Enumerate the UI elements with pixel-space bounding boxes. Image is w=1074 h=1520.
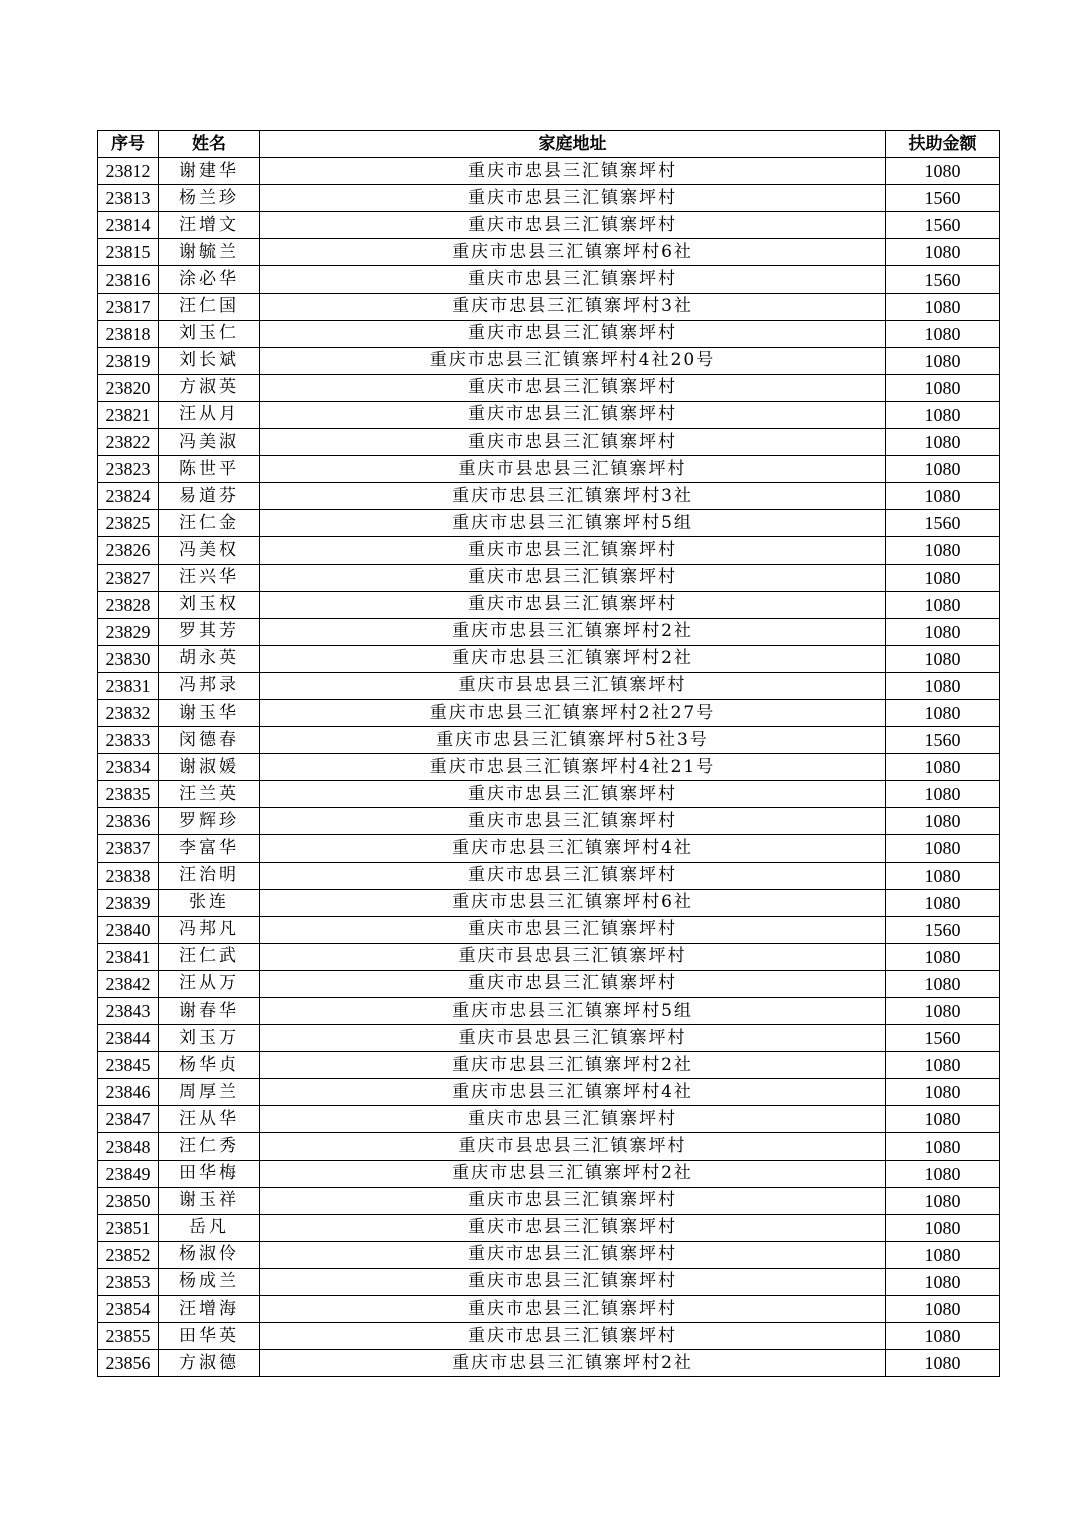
serial-number-cell: 23838	[98, 862, 159, 889]
table-row	[98, 456, 1000, 483]
name-cell: 汪兴华	[159, 564, 260, 591]
amount-cell: 1080	[886, 1052, 1000, 1079]
serial-number-cell: 23835	[98, 781, 159, 808]
address-cell: 重庆市忠县三汇镇寨坪村	[260, 1268, 886, 1295]
address-cell: 重庆市忠县三汇镇寨坪村	[260, 916, 886, 943]
amount-cell: 1080	[886, 537, 1000, 564]
address-cell: 重庆市县忠县三汇镇寨坪村	[260, 943, 886, 970]
header-row	[98, 131, 1000, 158]
name-cell: 田华英	[159, 1323, 260, 1350]
table-row	[98, 645, 1000, 672]
table-row	[98, 1160, 1000, 1187]
table-row	[98, 483, 1000, 510]
table-row	[98, 239, 1000, 266]
amount-cell: 1080	[886, 1187, 1000, 1214]
amount-cell: 1080	[886, 1268, 1000, 1295]
amount-cell: 1080	[886, 483, 1000, 510]
amount-cell: 1080	[886, 672, 1000, 699]
address-cell: 重庆市忠县三汇镇寨坪村5组	[260, 510, 886, 537]
amount-cell: 1080	[886, 374, 1000, 401]
serial-number-cell: 23820	[98, 374, 159, 401]
header-home-address: 家庭地址	[260, 131, 886, 158]
serial-number-cell: 23812	[98, 158, 159, 185]
table-row	[98, 835, 1000, 862]
address-cell: 重庆市忠县三汇镇寨坪村	[260, 1187, 886, 1214]
address-cell: 重庆市忠县三汇镇寨坪村	[260, 537, 886, 564]
name-cell: 谢春华	[159, 998, 260, 1025]
serial-number-cell: 23830	[98, 645, 159, 672]
amount-cell: 1080	[886, 158, 1000, 185]
name-cell: 汪兰英	[159, 781, 260, 808]
amount-cell: 1080	[886, 347, 1000, 374]
name-cell: 刘玉权	[159, 591, 260, 618]
serial-number-cell: 23817	[98, 293, 159, 320]
address-cell: 重庆市县忠县三汇镇寨坪村	[260, 456, 886, 483]
table-row	[98, 158, 1000, 185]
name-cell: 杨成兰	[159, 1268, 260, 1295]
table-row	[98, 970, 1000, 997]
address-cell: 重庆市忠县三汇镇寨坪村	[260, 212, 886, 239]
serial-number-cell: 23833	[98, 727, 159, 754]
subsidy-table	[97, 130, 1000, 1377]
address-cell: 重庆市县忠县三汇镇寨坪村	[260, 672, 886, 699]
serial-number-cell: 23844	[98, 1025, 159, 1052]
header-subsidy-amount: 扶助金额	[886, 131, 1000, 158]
serial-number-cell: 23831	[98, 672, 159, 699]
serial-number-cell: 23843	[98, 998, 159, 1025]
table-row	[98, 1323, 1000, 1350]
amount-cell: 1080	[886, 754, 1000, 781]
serial-number-cell: 23822	[98, 429, 159, 456]
serial-number-cell: 23846	[98, 1079, 159, 1106]
table-row	[98, 1133, 1000, 1160]
table-row	[98, 862, 1000, 889]
name-cell: 刘玉万	[159, 1025, 260, 1052]
table-body	[98, 158, 1000, 1377]
amount-cell: 1080	[886, 293, 1000, 320]
table-row	[98, 943, 1000, 970]
address-cell: 重庆市县忠县三汇镇寨坪村	[260, 1133, 886, 1160]
address-cell: 重庆市忠县三汇镇寨坪村4社21号	[260, 754, 886, 781]
name-cell: 陈世平	[159, 456, 260, 483]
address-cell: 重庆市忠县三汇镇寨坪村5社3号	[260, 727, 886, 754]
amount-cell: 1080	[886, 699, 1000, 726]
name-cell: 方淑德	[159, 1350, 260, 1377]
serial-number-cell: 23853	[98, 1268, 159, 1295]
amount-cell: 1080	[886, 943, 1000, 970]
amount-cell: 1080	[886, 1350, 1000, 1377]
header-name: 姓名	[159, 131, 260, 158]
table-row	[98, 1296, 1000, 1323]
address-cell: 重庆市忠县三汇镇寨坪村	[260, 1323, 886, 1350]
name-cell: 罗辉珍	[159, 808, 260, 835]
serial-number-cell: 23815	[98, 239, 159, 266]
table-row	[98, 754, 1000, 781]
serial-number-cell: 23825	[98, 510, 159, 537]
serial-number-cell: 23824	[98, 483, 159, 510]
amount-cell: 1560	[886, 185, 1000, 212]
address-cell: 重庆市忠县三汇镇寨坪村	[260, 862, 886, 889]
amount-cell: 1080	[886, 1241, 1000, 1268]
table-row	[98, 618, 1000, 645]
table-row	[98, 1187, 1000, 1214]
serial-number-cell: 23823	[98, 456, 159, 483]
address-cell: 重庆市忠县三汇镇寨坪村6社	[260, 239, 886, 266]
address-cell: 重庆市忠县三汇镇寨坪村2社	[260, 1350, 886, 1377]
serial-number-cell: 23852	[98, 1241, 159, 1268]
table-row	[98, 781, 1000, 808]
serial-number-cell: 23842	[98, 970, 159, 997]
name-cell: 刘长斌	[159, 347, 260, 374]
serial-number-cell: 23813	[98, 185, 159, 212]
amount-cell: 1560	[886, 916, 1000, 943]
name-cell: 杨华贞	[159, 1052, 260, 1079]
table-row	[98, 699, 1000, 726]
name-cell: 闵德春	[159, 727, 260, 754]
amount-cell: 1080	[886, 889, 1000, 916]
name-cell: 汪增海	[159, 1296, 260, 1323]
serial-number-cell: 23827	[98, 564, 159, 591]
name-cell: 田华梅	[159, 1160, 260, 1187]
amount-cell: 1560	[886, 510, 1000, 537]
name-cell: 杨淑伶	[159, 1241, 260, 1268]
name-cell: 汪仁金	[159, 510, 260, 537]
address-cell: 重庆市忠县三汇镇寨坪村6社	[260, 889, 886, 916]
amount-cell: 1080	[886, 1079, 1000, 1106]
name-cell: 易道芬	[159, 483, 260, 510]
address-cell: 重庆市忠县三汇镇寨坪村2社	[260, 1052, 886, 1079]
address-cell: 重庆市忠县三汇镇寨坪村2社27号	[260, 699, 886, 726]
table-row	[98, 510, 1000, 537]
address-cell: 重庆市忠县三汇镇寨坪村4社20号	[260, 347, 886, 374]
name-cell: 刘玉仁	[159, 320, 260, 347]
name-cell: 李富华	[159, 835, 260, 862]
amount-cell: 1560	[886, 212, 1000, 239]
name-cell: 涂必华	[159, 266, 260, 293]
address-cell: 重庆市忠县三汇镇寨坪村	[260, 185, 886, 212]
serial-number-cell: 23849	[98, 1160, 159, 1187]
serial-number-cell: 23814	[98, 212, 159, 239]
table-row	[98, 212, 1000, 239]
table-row	[98, 1052, 1000, 1079]
amount-cell: 1080	[886, 835, 1000, 862]
table-row	[98, 998, 1000, 1025]
name-cell: 谢毓兰	[159, 239, 260, 266]
table-row	[98, 1241, 1000, 1268]
amount-cell: 1080	[886, 1133, 1000, 1160]
address-cell: 重庆市忠县三汇镇寨坪村3社	[260, 293, 886, 320]
table-row	[98, 537, 1000, 564]
serial-number-cell: 23821	[98, 401, 159, 428]
table-row	[98, 1214, 1000, 1241]
serial-number-cell: 23845	[98, 1052, 159, 1079]
serial-number-cell: 23841	[98, 943, 159, 970]
amount-cell: 1080	[886, 1106, 1000, 1133]
serial-number-cell: 23840	[98, 916, 159, 943]
table-header	[98, 131, 1000, 158]
table-row	[98, 1079, 1000, 1106]
serial-number-cell: 23829	[98, 618, 159, 645]
address-cell: 重庆市忠县三汇镇寨坪村4社	[260, 1079, 886, 1106]
name-cell: 冯邦录	[159, 672, 260, 699]
table-row	[98, 889, 1000, 916]
amount-cell: 1080	[886, 1296, 1000, 1323]
name-cell: 罗其芳	[159, 618, 260, 645]
serial-number-cell: 23854	[98, 1296, 159, 1323]
name-cell: 冯美淑	[159, 429, 260, 456]
address-cell: 重庆市忠县三汇镇寨坪村	[260, 591, 886, 618]
name-cell: 冯邦凡	[159, 916, 260, 943]
address-cell: 重庆市忠县三汇镇寨坪村	[260, 1241, 886, 1268]
table-row	[98, 1106, 1000, 1133]
name-cell: 杨兰珍	[159, 185, 260, 212]
serial-number-cell: 23828	[98, 591, 159, 618]
address-cell: 重庆市忠县三汇镇寨坪村	[260, 158, 886, 185]
address-cell: 重庆市忠县三汇镇寨坪村	[260, 429, 886, 456]
address-cell: 重庆市忠县三汇镇寨坪村	[260, 1214, 886, 1241]
address-cell: 重庆市忠县三汇镇寨坪村	[260, 781, 886, 808]
amount-cell: 1080	[886, 1160, 1000, 1187]
amount-cell: 1080	[886, 456, 1000, 483]
name-cell: 汪从万	[159, 970, 260, 997]
address-cell: 重庆市忠县三汇镇寨坪村	[260, 401, 886, 428]
table-row	[98, 564, 1000, 591]
amount-cell: 1080	[886, 564, 1000, 591]
name-cell: 汪仁秀	[159, 1133, 260, 1160]
amount-cell: 1560	[886, 266, 1000, 293]
table-row	[98, 320, 1000, 347]
table-row	[98, 672, 1000, 699]
name-cell: 汪从月	[159, 401, 260, 428]
serial-number-cell: 23819	[98, 347, 159, 374]
serial-number-cell: 23850	[98, 1187, 159, 1214]
address-cell: 重庆市忠县三汇镇寨坪村	[260, 564, 886, 591]
serial-number-cell: 23837	[98, 835, 159, 862]
serial-number-cell: 23834	[98, 754, 159, 781]
address-cell: 重庆市忠县三汇镇寨坪村	[260, 1106, 886, 1133]
serial-number-cell: 23839	[98, 889, 159, 916]
serial-number-cell: 23848	[98, 1133, 159, 1160]
table-row	[98, 591, 1000, 618]
amount-cell: 1080	[886, 239, 1000, 266]
address-cell: 重庆市忠县三汇镇寨坪村	[260, 320, 886, 347]
serial-number-cell: 23851	[98, 1214, 159, 1241]
amount-cell: 1560	[886, 727, 1000, 754]
address-cell: 重庆市忠县三汇镇寨坪村2社	[260, 1160, 886, 1187]
address-cell: 重庆市忠县三汇镇寨坪村4社	[260, 835, 886, 862]
amount-cell: 1080	[886, 401, 1000, 428]
table-row	[98, 429, 1000, 456]
amount-cell: 1080	[886, 1323, 1000, 1350]
table-row	[98, 1350, 1000, 1377]
serial-number-cell: 23855	[98, 1323, 159, 1350]
name-cell: 冯美权	[159, 537, 260, 564]
amount-cell: 1080	[886, 862, 1000, 889]
address-cell: 重庆市忠县三汇镇寨坪村	[260, 970, 886, 997]
name-cell: 汪增文	[159, 212, 260, 239]
name-cell: 谢玉祥	[159, 1187, 260, 1214]
table-row	[98, 916, 1000, 943]
table-row	[98, 1268, 1000, 1295]
serial-number-cell: 23856	[98, 1350, 159, 1377]
amount-cell: 1080	[886, 1214, 1000, 1241]
address-cell: 重庆市忠县三汇镇寨坪村	[260, 374, 886, 401]
name-cell: 汪治明	[159, 862, 260, 889]
table-row	[98, 374, 1000, 401]
name-cell: 方淑英	[159, 374, 260, 401]
table-row	[98, 266, 1000, 293]
serial-number-cell: 23816	[98, 266, 159, 293]
amount-cell: 1080	[886, 970, 1000, 997]
table-row	[98, 1025, 1000, 1052]
name-cell: 谢玉华	[159, 699, 260, 726]
name-cell: 汪仁国	[159, 293, 260, 320]
amount-cell: 1080	[886, 591, 1000, 618]
table-row	[98, 347, 1000, 374]
address-cell: 重庆市忠县三汇镇寨坪村	[260, 266, 886, 293]
name-cell: 胡永英	[159, 645, 260, 672]
amount-cell: 1080	[886, 808, 1000, 835]
name-cell: 张连	[159, 889, 260, 916]
serial-number-cell: 23826	[98, 537, 159, 564]
address-cell: 重庆市忠县三汇镇寨坪村3社	[260, 483, 886, 510]
amount-cell: 1080	[886, 781, 1000, 808]
serial-number-cell: 23818	[98, 320, 159, 347]
amount-cell: 1080	[886, 998, 1000, 1025]
table-row	[98, 185, 1000, 212]
name-cell: 岳凡	[159, 1214, 260, 1241]
serial-number-cell: 23847	[98, 1106, 159, 1133]
name-cell: 周厚兰	[159, 1079, 260, 1106]
address-cell: 重庆市忠县三汇镇寨坪村	[260, 1296, 886, 1323]
serial-number-cell: 23836	[98, 808, 159, 835]
table-row	[98, 727, 1000, 754]
amount-cell: 1080	[886, 429, 1000, 456]
address-cell: 重庆市忠县三汇镇寨坪村2社	[260, 618, 886, 645]
table-row	[98, 808, 1000, 835]
header-serial-number: 序号	[98, 131, 159, 158]
address-cell: 重庆市忠县三汇镇寨坪村	[260, 808, 886, 835]
address-cell: 重庆市忠县三汇镇寨坪村5组	[260, 998, 886, 1025]
name-cell: 谢淑媛	[159, 754, 260, 781]
address-cell: 重庆市县忠县三汇镇寨坪村	[260, 1025, 886, 1052]
serial-number-cell: 23832	[98, 699, 159, 726]
amount-cell: 1560	[886, 1025, 1000, 1052]
address-cell: 重庆市忠县三汇镇寨坪村2社	[260, 645, 886, 672]
name-cell: 汪从华	[159, 1106, 260, 1133]
table-row	[98, 293, 1000, 320]
amount-cell: 1080	[886, 320, 1000, 347]
amount-cell: 1080	[886, 645, 1000, 672]
name-cell: 汪仁武	[159, 943, 260, 970]
table-row	[98, 401, 1000, 428]
amount-cell: 1080	[886, 618, 1000, 645]
name-cell: 谢建华	[159, 158, 260, 185]
